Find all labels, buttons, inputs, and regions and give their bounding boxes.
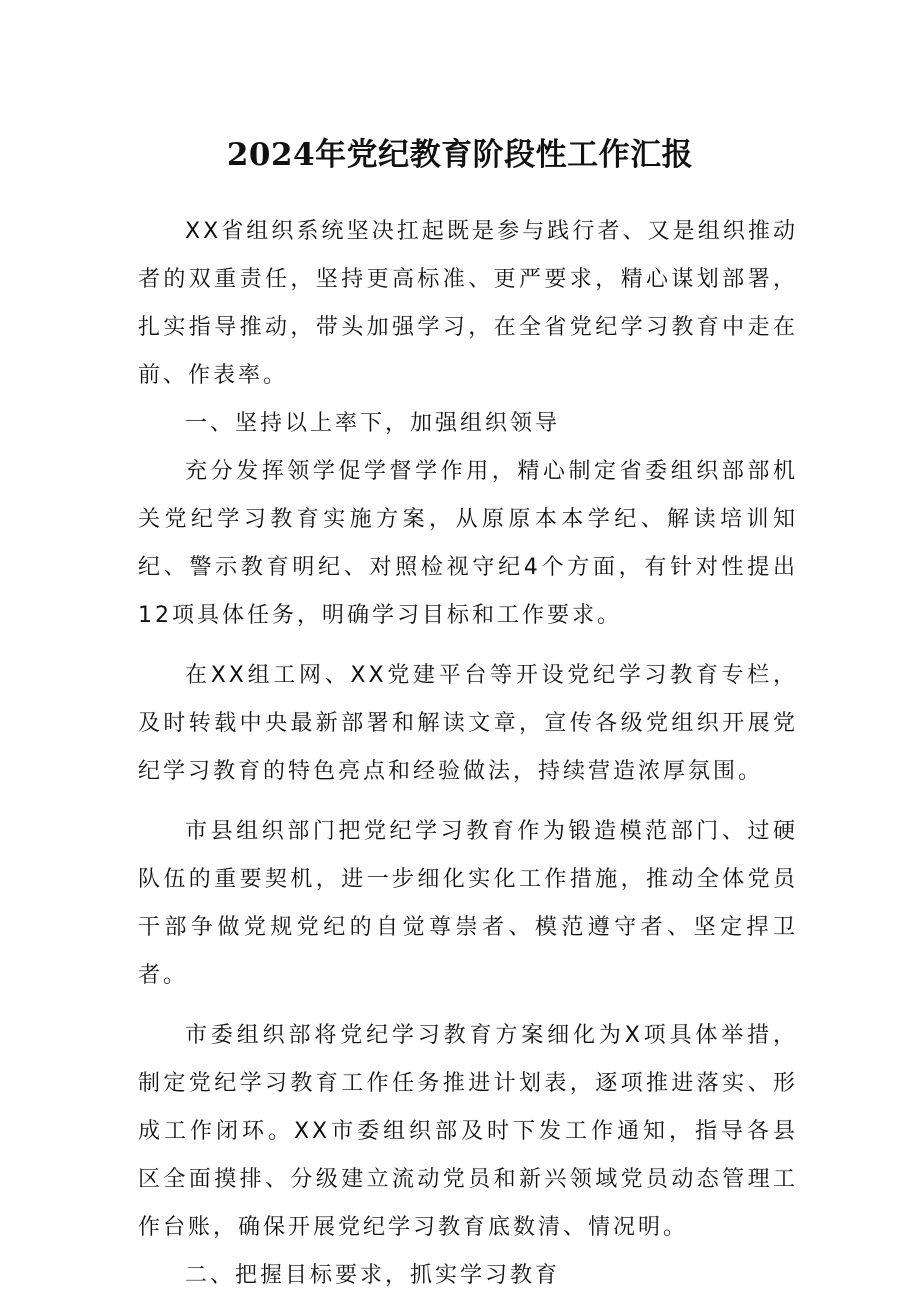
document-body bbox=[138, 208, 798, 1300]
section-heading-2: 二、把握目标要求，抓实学习教育 bbox=[185, 1263, 561, 1288]
intro-paragraph: XX省组织系统坚决扛起既是参与践行者、又是组织推动者的双重责任，坚持更高标准、更严要求，精心谋划部署，扎实指导推动，带头加强学习，在全省党纪学习教育中走在前、作表率。 bbox=[138, 219, 798, 388]
body-paragraph-2: 在XX组工网、XX党建平台等开设党纪学习教育专栏，及时转载中央最新部署和解读文章，宣传各级党组织开展党纪学习教育的特色亮点和经验做法，持续营造浓厚氛围。 bbox=[138, 663, 798, 784]
section-heading-1: 一、坚持以上率下，加强组织领导 bbox=[185, 411, 561, 436]
body-paragraph-4: 市委组织部将党纪学习教育方案细化为X项具体举措，制定党纪学习教育工作任务推进计划表，逐项推进落实、形成工作闭环。XX市委组织部及时下发工作通知，指导各县区全面摸排、分级建立流动党员和新兴领域党员动态管理工作台账，确保开展党纪学习教育底数清、情况明。 bbox=[138, 1023, 798, 1240]
body-paragraph-1: 充分发挥领学促学督学作用，精心制定省委组织部部机关党纪学习教育实施方案，从原原本本学纪、解读培训知纪、警示教育明纪、对照检视守纪4个方面，有针对性提出12项具体任务，明确学习目标和工作要求。 bbox=[138, 459, 798, 628]
body-paragraph-3: 市县组织部门把党纪学习教育作为锻造模范部门、过硬队伍的重要契机，进一步细化实化工作措施，推动全体党员干部争做党规党纪的自觉尊崇者、模范遵守者、坚定捍卫者。 bbox=[138, 819, 798, 988]
document-title: 2024年党纪教育阶段性工作汇报 bbox=[226, 136, 694, 173]
